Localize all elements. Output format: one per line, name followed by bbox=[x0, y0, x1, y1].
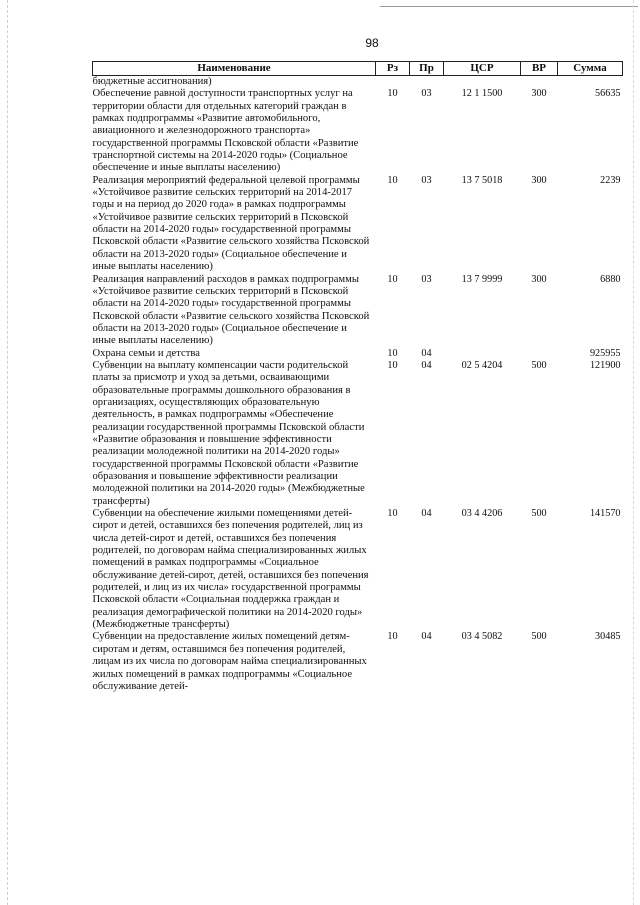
header-csr: ЦСР bbox=[444, 62, 521, 76]
row-sum: 6880 bbox=[600, 273, 621, 285]
header-sum: Сумма bbox=[558, 62, 623, 76]
row-pr: 03 bbox=[421, 174, 432, 186]
row-name: Охрана семьи и детства bbox=[92, 347, 200, 359]
scan-edge-top bbox=[380, 6, 638, 7]
row-name: Субвенции на выплату компенсации части родительской платы за присмотр и уход за детьми, осваивающими образовательные программы дошкольного образования в организациях, осуществляющих образовательную деятельность, в рамках подпрограммы «Обеспечение реализации государственной программы Псковской области «Развитие образования и повышение эффективности реализации молодежной политики на 2014-2020 годы» государственной программы Псковской области «Развитие образования и повышение эффективности реализации молодежной политики на 2014-2020 годы» (Межбюджетные трансферты) bbox=[92, 359, 365, 507]
row-rz: 10 bbox=[387, 508, 398, 520]
row-name: Субвенции на предоставление жилых помещений детям-сиротам и детям, оставшимся без попечения родителей, лицам из их числа по договорам найма специализированных жилых помещений в рамках подпрограммы «Социальное обслуживание детей- bbox=[92, 631, 367, 692]
row-vr: 500 bbox=[531, 359, 547, 371]
row-vr: 300 bbox=[531, 88, 547, 100]
row-csr: 13 7 5018 bbox=[461, 174, 503, 186]
table-row bbox=[93, 274, 623, 348]
table-row bbox=[93, 175, 623, 274]
row-vr bbox=[521, 76, 558, 89]
row-name: Реализация направлений расходов в рамках подпрограммы «Устойчивое развитие сельских территорий в Псковской области на 2014-2020 годы» государственной программы Псковской области «Развитие сельского хозяйства Псковской области на 2013-2020 годы» (Социальное обеспечение и иные выплаты населению) bbox=[92, 273, 370, 347]
row-csr: 02 5 4204 bbox=[461, 359, 503, 371]
row-sum: 56635 bbox=[595, 88, 621, 100]
row-name: Обеспечение равной доступности транспортных услуг на территории области для отдельных категорий граждан в рамках подпрограммы «Развитие автомобильного, авиационного и железнодорожного транспорта» государственной программы Псковской области «Развитие транспортной системы на 2014-2020 годы» (Социальное обеспечение и иные выплаты населению) bbox=[92, 88, 359, 174]
row-csr: 03 4 4206 bbox=[461, 508, 503, 520]
row-vr: 300 bbox=[531, 273, 547, 285]
row-sum: 30485 bbox=[595, 631, 621, 643]
row-csr: 03 4 5082 bbox=[461, 631, 503, 643]
row-rz: 10 bbox=[387, 359, 398, 371]
header-rz: Рз bbox=[376, 62, 410, 76]
header-row bbox=[93, 62, 623, 76]
row-name: Субвенции на обеспечение жилыми помещениями детей-сирот и детей, оставшихся без попечения родителей, лиц из числа детей-сирот и детей, оставшихся без попечения родителей, по договорам найма специализированных жилых помещений в рамках подпрограммы «Социальное обслуживание детей-сирот, детей, оставшихся без попечения родителей, и лиц из их числа» государственной программы Псковской области «Социальная поддержка граждан и реализация демографической политики на 2014-2020 годы» (Межбюджетные трансферты) bbox=[92, 508, 369, 631]
row-rz: 10 bbox=[387, 88, 398, 100]
row-pr: 04 bbox=[421, 631, 432, 643]
row-csr bbox=[444, 348, 521, 360]
row-pr bbox=[410, 76, 444, 89]
page-number: 98 bbox=[365, 36, 379, 50]
table-row bbox=[93, 76, 623, 89]
row-rz: 10 bbox=[387, 174, 398, 186]
budget-table bbox=[92, 61, 623, 693]
table-header bbox=[93, 62, 623, 76]
row-csr: 13 7 9999 bbox=[461, 273, 503, 285]
header-name: Наименование bbox=[93, 62, 376, 76]
row-pr: 03 bbox=[421, 273, 432, 285]
header-pr: Пр bbox=[410, 62, 444, 76]
table-body bbox=[93, 76, 623, 694]
row-vr bbox=[521, 348, 558, 360]
table-row bbox=[93, 88, 623, 174]
row-pr: 04 bbox=[421, 347, 432, 359]
table-row bbox=[93, 631, 623, 693]
row-csr bbox=[444, 76, 521, 89]
row-pr: 03 bbox=[421, 88, 432, 100]
row-sum: 2239 bbox=[600, 174, 621, 186]
scan-edge-right bbox=[633, 0, 634, 905]
row-sum bbox=[558, 76, 623, 89]
row-pr: 04 bbox=[421, 508, 432, 520]
table-row bbox=[93, 360, 623, 508]
header-vr: ВР bbox=[521, 62, 558, 76]
row-pr: 04 bbox=[421, 359, 432, 371]
row-csr: 12 1 1500 bbox=[461, 88, 503, 100]
row-sum: 121900 bbox=[589, 359, 621, 371]
row-name: Реализация мероприятий федеральной целевой программы «Устойчивое развитие сельских территорий на 2014-2017 годы и на период до 2020 года» в рамках подпрограммы «Устойчивое развитие сельских территорий в Псковской области на 2014-2020 годы» государственной программы Псковской области «Развитие сельского хозяйства Псковской области на 2013-2020 годы» (Социальное обеспечение и иные выплаты населению) bbox=[92, 174, 370, 273]
row-rz: 10 bbox=[387, 273, 398, 285]
row-vr: 500 bbox=[531, 508, 547, 520]
table-row bbox=[93, 348, 623, 360]
row-rz: 10 bbox=[387, 631, 398, 643]
row-sum: 925955 bbox=[589, 347, 621, 359]
row-vr: 300 bbox=[531, 174, 547, 186]
scan-edge-left bbox=[7, 0, 8, 905]
row-sum: 141570 bbox=[589, 508, 621, 520]
table-row bbox=[93, 508, 623, 631]
row-name: бюджетные ассигнования) bbox=[92, 76, 212, 87]
row-rz: 10 bbox=[387, 347, 398, 359]
row-vr: 500 bbox=[531, 631, 547, 643]
row-rz bbox=[376, 76, 410, 89]
